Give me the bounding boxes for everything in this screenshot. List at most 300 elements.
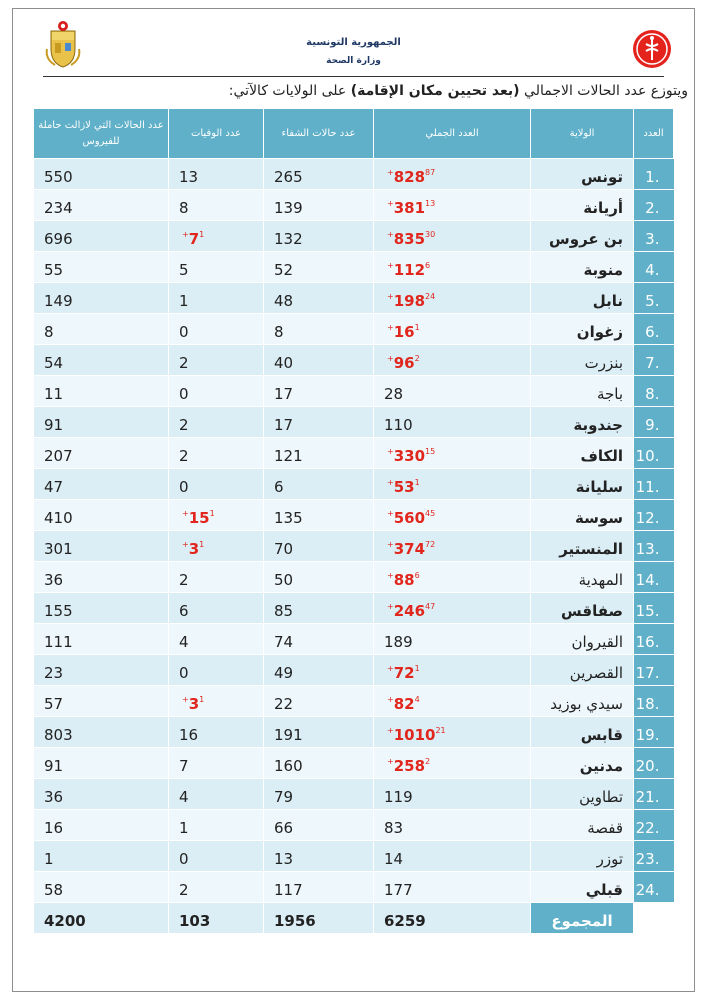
total-cases-increment: 21+ [387, 726, 446, 735]
total-cases [374, 221, 531, 252]
row-number: .20 [634, 748, 674, 779]
recovered-cases [264, 686, 374, 717]
total-cases-value: 72 [393, 664, 415, 682]
deaths-count [169, 438, 264, 469]
table-row [34, 655, 674, 686]
total-cases-value: 53 [393, 478, 415, 496]
deaths-count-value: 0 [179, 664, 189, 682]
totals-active: 4200 [34, 903, 169, 934]
recovered-cases-value: 117 [274, 881, 303, 899]
totals-label: المجموع [531, 903, 634, 934]
active-cases [34, 190, 169, 221]
deaths-count [169, 810, 264, 841]
col-header-deaths: عدد الوفيات [169, 109, 264, 159]
deaths-count-value: 7 [188, 230, 200, 248]
table-header-row [34, 109, 674, 159]
total-cases-increment: 45+ [387, 509, 436, 518]
row-number: .16 [634, 624, 674, 655]
recovered-cases [264, 221, 374, 252]
table-row [34, 531, 674, 562]
table-row [34, 779, 674, 810]
active-cases [34, 531, 169, 562]
total-cases-value: 374 [393, 540, 426, 558]
governorate-name: الكاف [531, 438, 634, 469]
total-cases-value: 119 [384, 788, 413, 806]
active-cases [34, 345, 169, 376]
total-cases-value: 83 [384, 819, 404, 837]
total-cases-value: 560 [393, 509, 426, 527]
deaths-count-value: 2 [179, 571, 189, 589]
deaths-count-value: 15 [188, 509, 210, 527]
total-cases [374, 500, 531, 531]
table-row [34, 500, 674, 531]
row-number: .22 [634, 810, 674, 841]
total-cases-value: 258 [393, 757, 426, 775]
deaths-count-value: 1 [179, 292, 189, 310]
active-cases [34, 779, 169, 810]
row-number: .15 [634, 593, 674, 624]
active-cases [34, 159, 169, 190]
intro-sentence [229, 83, 688, 99]
active-cases [34, 283, 169, 314]
active-cases [34, 686, 169, 717]
row-number: .5 [634, 283, 674, 314]
active-cases [34, 872, 169, 903]
governorate-name: قفصة [531, 810, 634, 841]
recovered-cases-value: 50 [274, 571, 294, 589]
total-cases [374, 593, 531, 624]
deaths-count-increment: 1+ [182, 230, 205, 239]
col-header-number: العدد [634, 109, 674, 159]
table-row [34, 562, 674, 593]
total-cases-increment: 1+ [387, 478, 420, 487]
governorate-name: المنستير [531, 531, 634, 562]
deaths-count [169, 655, 264, 686]
deaths-count-value: 0 [179, 385, 189, 403]
total-cases [374, 283, 531, 314]
recovered-cases-value: 6 [274, 478, 284, 496]
row-number: .8 [634, 376, 674, 407]
recovered-cases [264, 624, 374, 655]
total-cases-increment: 15+ [387, 447, 436, 456]
totals-row [34, 903, 674, 934]
row-number: .6 [634, 314, 674, 345]
recovered-cases-value: 74 [274, 633, 294, 651]
recovered-cases-value: 139 [274, 199, 303, 217]
active-cases-value: 11 [44, 385, 64, 403]
row-number: .23 [634, 841, 674, 872]
col-header-total: العدد الجملي [374, 109, 531, 159]
active-cases [34, 810, 169, 841]
deaths-count-value: 0 [179, 850, 189, 868]
recovered-cases-value: 85 [274, 602, 294, 620]
total-cases [374, 748, 531, 779]
deaths-count-value: 2 [179, 416, 189, 434]
recovered-cases-value: 52 [274, 261, 294, 279]
total-cases-value: 1010 [393, 726, 436, 744]
table-row [34, 841, 674, 872]
table-row [34, 407, 674, 438]
document-header [13, 37, 694, 66]
recovered-cases [264, 314, 374, 345]
deaths-count-value: 4 [179, 788, 189, 806]
deaths-count [169, 686, 264, 717]
active-cases-value: 149 [44, 292, 73, 310]
table-row [34, 469, 674, 500]
active-cases-value: 91 [44, 757, 64, 775]
governorate-name: صفاقس [531, 593, 634, 624]
governorate-name: سليانة [531, 469, 634, 500]
governorate-name: تونس [531, 159, 634, 190]
active-cases [34, 376, 169, 407]
deaths-count-value: 2 [179, 881, 189, 899]
governorate-name: منوبة [531, 252, 634, 283]
active-cases-value: 8 [44, 323, 54, 341]
active-cases-value: 803 [44, 726, 73, 744]
deaths-count [169, 841, 264, 872]
total-cases [374, 655, 531, 686]
recovered-cases [264, 252, 374, 283]
row-number: .19 [634, 717, 674, 748]
total-cases-increment: 6+ [387, 261, 431, 270]
governorate-name: تطاوين [531, 779, 634, 810]
total-cases-increment: 1+ [387, 664, 420, 673]
active-cases-value: 301 [44, 540, 73, 558]
active-cases [34, 252, 169, 283]
total-cases-value: 96 [393, 354, 415, 372]
total-cases-value: 381 [393, 199, 426, 217]
deaths-count-value: 0 [179, 478, 189, 496]
total-cases [374, 531, 531, 562]
deaths-count [169, 624, 264, 655]
table-row [34, 221, 674, 252]
active-cases-value: 36 [44, 788, 64, 806]
table-row [34, 810, 674, 841]
total-cases [374, 345, 531, 376]
active-cases-value: 23 [44, 664, 64, 682]
table-row [34, 252, 674, 283]
total-cases [374, 810, 531, 841]
total-cases [374, 872, 531, 903]
active-cases [34, 221, 169, 252]
recovered-cases [264, 407, 374, 438]
active-cases-value: 696 [44, 230, 73, 248]
recovered-cases-value: 135 [274, 509, 303, 527]
recovered-cases-value: 49 [274, 664, 294, 682]
deaths-count-increment: 1+ [182, 540, 205, 549]
total-cases [374, 376, 531, 407]
deaths-count [169, 221, 264, 252]
total-cases-increment: 1+ [387, 323, 420, 332]
table-row [34, 624, 674, 655]
col-header-governorate: الولاية [531, 109, 634, 159]
active-cases [34, 407, 169, 438]
active-cases-value: 155 [44, 602, 73, 620]
active-cases [34, 748, 169, 779]
deaths-count-value: 1 [179, 819, 189, 837]
recovered-cases-value: 121 [274, 447, 303, 465]
table-row [34, 314, 674, 345]
governorate-name: باجة [531, 376, 634, 407]
governorate-name: بن عروس [531, 221, 634, 252]
total-cases-value: 189 [384, 633, 413, 651]
recovered-cases [264, 779, 374, 810]
deaths-count [169, 469, 264, 500]
header-divider [43, 76, 664, 77]
active-cases [34, 717, 169, 748]
deaths-count-increment: 1+ [182, 695, 205, 704]
governorate-name: أريانة [531, 190, 634, 221]
deaths-count [169, 717, 264, 748]
deaths-count [169, 407, 264, 438]
recovered-cases-value: 70 [274, 540, 294, 558]
governorate-cases-table [33, 108, 674, 934]
active-cases-value: 54 [44, 354, 64, 372]
recovered-cases [264, 748, 374, 779]
active-cases-value: 91 [44, 416, 64, 434]
row-number: .4 [634, 252, 674, 283]
row-number: .7 [634, 345, 674, 376]
total-cases-increment: 72+ [387, 540, 436, 549]
table-row [34, 283, 674, 314]
ministry-name: وزارة الصحة [326, 56, 381, 66]
recovered-cases-value: 13 [274, 850, 294, 868]
totals-blank-cell [634, 903, 674, 934]
total-cases-increment: 30+ [387, 230, 436, 239]
total-cases [374, 686, 531, 717]
active-cases-value: 57 [44, 695, 64, 713]
total-cases [374, 438, 531, 469]
recovered-cases-value: 79 [274, 788, 294, 806]
recovered-cases-value: 48 [274, 292, 294, 310]
governorate-name: سوسة [531, 500, 634, 531]
total-cases-value: 330 [393, 447, 426, 465]
deaths-count-value: 5 [179, 261, 189, 279]
active-cases-value: 36 [44, 571, 64, 589]
governorate-name: توزر [531, 841, 634, 872]
total-cases-value: 835 [393, 230, 426, 248]
recovered-cases [264, 562, 374, 593]
total-cases [374, 717, 531, 748]
table-row [34, 717, 674, 748]
active-cases-value: 16 [44, 819, 64, 837]
recovered-cases-value: 66 [274, 819, 294, 837]
republic-name: الجمهورية التونسية [306, 37, 401, 48]
total-cases [374, 407, 531, 438]
deaths-count-value: 13 [179, 168, 199, 186]
row-number: .13 [634, 531, 674, 562]
deaths-count-value: 16 [179, 726, 199, 744]
active-cases [34, 593, 169, 624]
recovered-cases [264, 438, 374, 469]
recovered-cases-value: 17 [274, 385, 294, 403]
governorate-name: مدنين [531, 748, 634, 779]
deaths-count [169, 593, 264, 624]
recovered-cases [264, 655, 374, 686]
active-cases-value: 58 [44, 881, 64, 899]
col-header-active: عدد الحالات التي لازالت حاملة للفيروس [34, 109, 169, 159]
total-cases-value: 16 [393, 323, 415, 341]
total-cases [374, 562, 531, 593]
deaths-count [169, 872, 264, 903]
recovered-cases [264, 500, 374, 531]
deaths-count-value: 0 [179, 323, 189, 341]
recovered-cases [264, 376, 374, 407]
table-row [34, 686, 674, 717]
governorate-name: جندوبة [531, 407, 634, 438]
table-row [34, 376, 674, 407]
totals-total: 6259 [374, 903, 531, 934]
recovered-cases [264, 531, 374, 562]
total-cases-increment: 13+ [387, 199, 436, 208]
recovered-cases-value: 160 [274, 757, 303, 775]
total-cases-increment: 87+ [387, 168, 436, 177]
active-cases [34, 624, 169, 655]
recovered-cases [264, 159, 374, 190]
recovered-cases [264, 469, 374, 500]
table-row [34, 190, 674, 221]
recovered-cases [264, 283, 374, 314]
total-cases-value: 82 [393, 695, 415, 713]
governorate-name: نابل [531, 283, 634, 314]
active-cases-value: 550 [44, 168, 73, 186]
recovered-cases-value: 8 [274, 323, 284, 341]
row-number: .10 [634, 438, 674, 469]
deaths-count [169, 190, 264, 221]
deaths-count-value: 2 [179, 447, 189, 465]
deaths-count [169, 314, 264, 345]
deaths-count [169, 345, 264, 376]
deaths-count [169, 376, 264, 407]
table-row [34, 159, 674, 190]
deaths-count-value: 2 [179, 354, 189, 372]
row-number: .14 [634, 562, 674, 593]
table-row [34, 748, 674, 779]
total-cases-increment: 47+ [387, 602, 436, 611]
recovered-cases [264, 190, 374, 221]
deaths-count-value: 4 [179, 633, 189, 651]
active-cases [34, 841, 169, 872]
governorate-name: المهدية [531, 562, 634, 593]
recovered-cases-value: 40 [274, 354, 294, 372]
total-cases-value: 246 [393, 602, 426, 620]
recovered-cases [264, 841, 374, 872]
deaths-count [169, 748, 264, 779]
total-cases [374, 469, 531, 500]
deaths-count [169, 562, 264, 593]
deaths-count [169, 252, 264, 283]
active-cases [34, 655, 169, 686]
totals-recovered: 1956 [264, 903, 374, 934]
total-cases-value: 828 [393, 168, 426, 186]
active-cases [34, 314, 169, 345]
active-cases [34, 438, 169, 469]
col-header-recovered: عدد حالات الشفاء [264, 109, 374, 159]
total-cases-increment: 24+ [387, 292, 436, 301]
intro-after: على الولايات كالآتي: [228, 83, 351, 99]
governorate-name: القصرين [531, 655, 634, 686]
recovered-cases-value: 22 [274, 695, 294, 713]
row-number: .2 [634, 190, 674, 221]
intro-bold: (بعد تحيين مكان الإقامة) [350, 83, 520, 99]
recovered-cases [264, 717, 374, 748]
active-cases-value: 410 [44, 509, 73, 527]
deaths-count-value: 7 [179, 757, 189, 775]
recovered-cases-value: 17 [274, 416, 294, 434]
recovered-cases [264, 593, 374, 624]
governorate-name: زغوان [531, 314, 634, 345]
governorate-name: قابس [531, 717, 634, 748]
total-cases-value: 112 [393, 261, 426, 279]
active-cases [34, 469, 169, 500]
row-number: .21 [634, 779, 674, 810]
total-cases [374, 252, 531, 283]
active-cases-value: 111 [44, 633, 73, 651]
table-row [34, 593, 674, 624]
active-cases [34, 500, 169, 531]
total-cases-value: 88 [393, 571, 415, 589]
total-cases [374, 779, 531, 810]
row-number: .17 [634, 655, 674, 686]
total-cases [374, 159, 531, 190]
active-cases-value: 1 [44, 850, 54, 868]
row-number: .1 [634, 159, 674, 190]
governorate-name: قبلي [531, 872, 634, 903]
intro-before: ويتوزع عدد الحالات الاجمالي [519, 83, 688, 99]
total-cases-value: 28 [384, 385, 404, 403]
active-cases-value: 47 [44, 478, 64, 496]
total-cases-increment: 2+ [387, 354, 420, 363]
deaths-count [169, 159, 264, 190]
deaths-count-value: 8 [179, 199, 189, 217]
recovered-cases-value: 132 [274, 230, 303, 248]
totals-deaths: 103 [169, 903, 264, 934]
total-cases [374, 190, 531, 221]
deaths-count-value: 3 [188, 695, 200, 713]
total-cases-increment: 6+ [387, 571, 420, 580]
row-number: .11 [634, 469, 674, 500]
deaths-count [169, 779, 264, 810]
row-number: .3 [634, 221, 674, 252]
total-cases-value: 198 [393, 292, 426, 310]
recovered-cases-value: 191 [274, 726, 303, 744]
ministry-health-logo-icon [632, 29, 672, 69]
total-cases [374, 624, 531, 655]
governorate-name: سيدي بوزيد [531, 686, 634, 717]
row-number: .18 [634, 686, 674, 717]
deaths-count [169, 500, 264, 531]
recovered-cases [264, 872, 374, 903]
active-cases-value: 55 [44, 261, 64, 279]
total-cases [374, 314, 531, 345]
total-cases-value: 14 [384, 850, 404, 868]
active-cases-value: 234 [44, 199, 73, 217]
deaths-count [169, 283, 264, 314]
total-cases-value: 177 [384, 881, 413, 899]
recovered-cases [264, 345, 374, 376]
row-number: .24 [634, 872, 674, 903]
table-row [34, 872, 674, 903]
recovered-cases-value: 265 [274, 168, 303, 186]
table-row [34, 438, 674, 469]
table-row [34, 345, 674, 376]
deaths-count-increment: 1+ [182, 509, 215, 518]
recovered-cases [264, 810, 374, 841]
deaths-count-value: 3 [188, 540, 200, 558]
deaths-count [169, 531, 264, 562]
row-number: .9 [634, 407, 674, 438]
active-cases-value: 207 [44, 447, 73, 465]
